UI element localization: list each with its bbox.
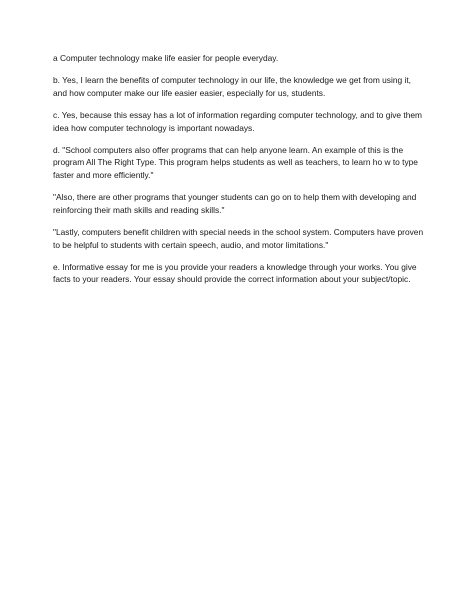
quote-paragraph-also: "Also, there are other programs that younger students can go on to help them with developing and reinforcing their math skills and reading skills." <box>53 192 417 215</box>
answer-b-paragraph: b. Yes, I learn the benefits of computer technology in our life, the knowledge we get from using it, and how computer make our life easier easier, especially for us, students. <box>53 75 412 98</box>
quote-paragraph-lastly: "Lastly, computers benefit children with special needs in the school system. Computers have proven to be helpful to students with certain speech, audio, and motor limitations." <box>53 226 424 250</box>
answer-d-paragraph: d. "School computers also offer programs that can help anyone learn. An example of this is the program All The Right Type. This program helps students as well as teachers, to learn ho w to type faster and more efficiently." <box>53 144 418 180</box>
answer-a-paragraph: a Computer technology make life easier for people everyday. <box>53 53 279 63</box>
answer-e-paragraph: e. Informative essay for me is you provide your readers a knowledge through your works. You give facts to your readers. Your essay should provide the correct information about your subject/topic. <box>53 261 417 285</box>
answer-c-paragraph: c. Yes, because this essay has a lot of information regarding computer technology, and to give them idea how computer technology is important nowadays. <box>53 109 423 133</box>
document-body <box>53 52 425 295</box>
